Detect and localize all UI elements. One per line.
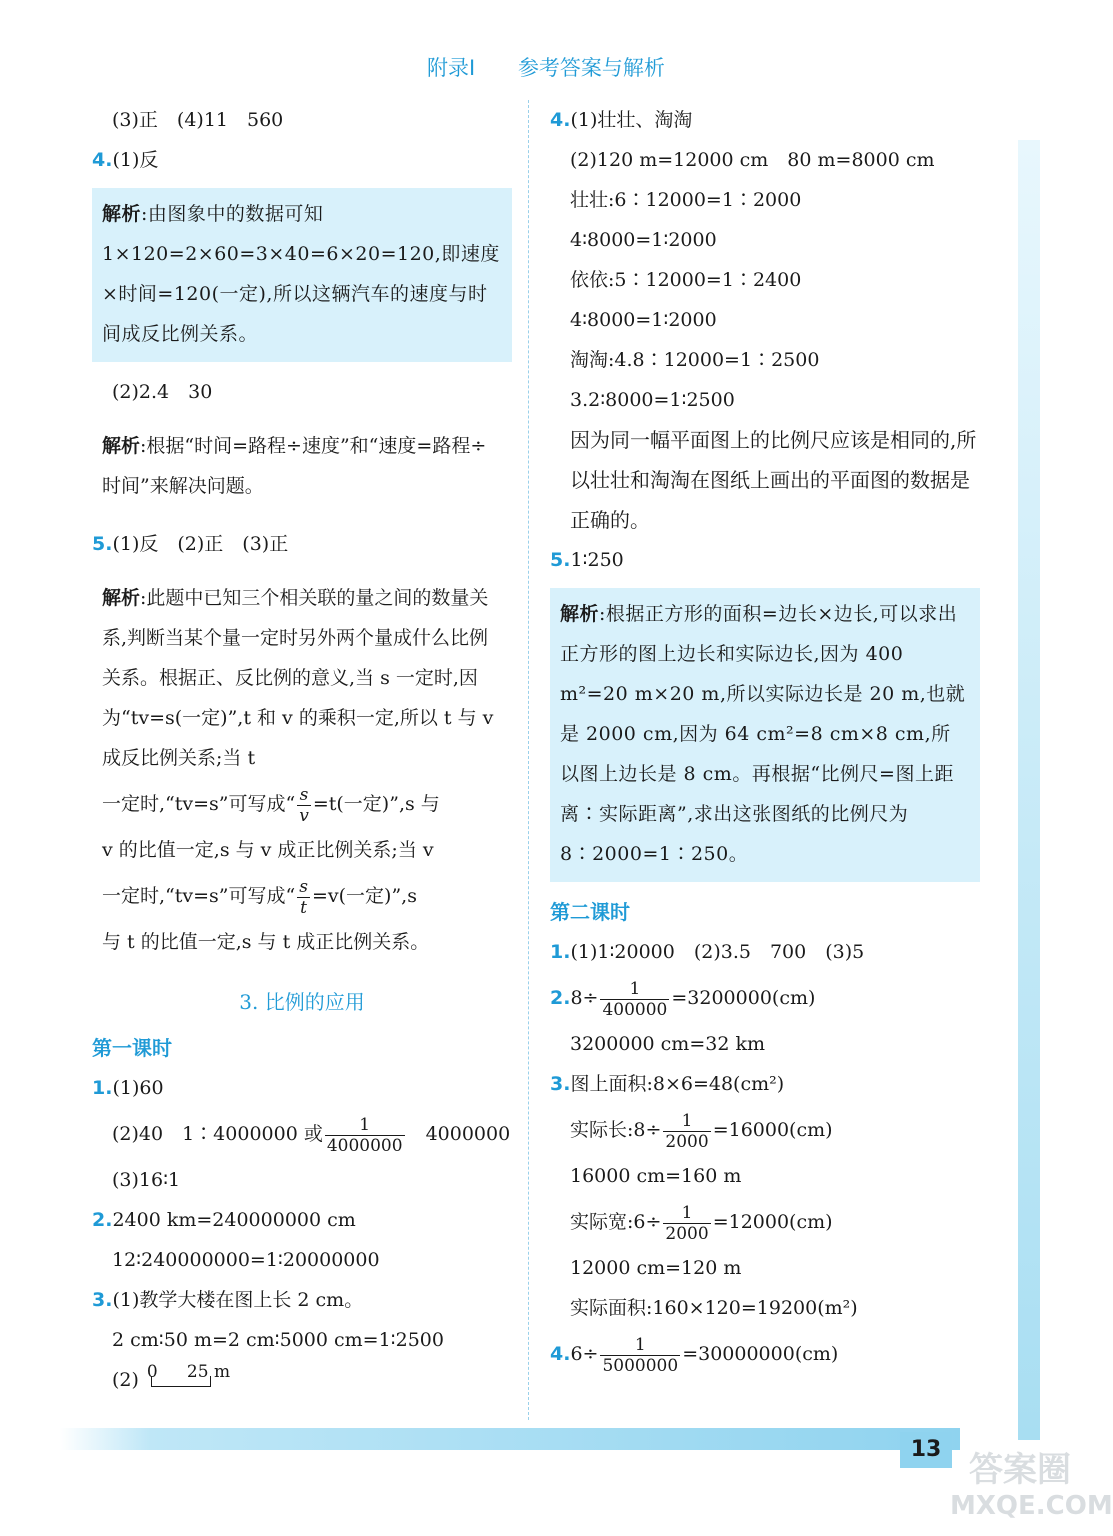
answer-text: (2)40 1∶4000000 或 (112, 1123, 323, 1145)
analysis-text: :根据“时间=路程÷速度”和“速度=路程÷时间”来解决问题。 (102, 435, 487, 497)
answer-line: (2)120 m=12000 cm 80 m=8000 cm (570, 149, 935, 171)
question-5 (92, 524, 512, 564)
numerator: 1 (629, 978, 641, 999)
analysis-line (102, 870, 502, 922)
answer-text: 实际长:8÷ (570, 1119, 662, 1141)
question-number: 4. (92, 149, 113, 171)
answer-line: (2)2.4 30 (112, 381, 213, 403)
answer-text: =16000(cm) (712, 1119, 833, 1141)
answer-line: 4∶8000=1∶2000 (570, 309, 717, 331)
scale-value-label: 25 m (186, 1362, 231, 1382)
question-number: 4. (550, 109, 571, 131)
problem-2 (550, 972, 980, 1024)
analysis-box (92, 188, 512, 362)
question-4 (550, 100, 980, 140)
denominator: t (297, 897, 310, 918)
analysis-text: :由图象中的数据可知 1×120=2×60=3×40=6×20=120,即速度×时间=120(一定),所以这辆汽车的速度与时间成反比例关系。 (102, 203, 500, 345)
answer-line: 12∶240000000=1∶20000000 (112, 1249, 380, 1271)
answer-text: (1)1∶20000 (2)3.5 700 (3)5 (570, 941, 865, 963)
answer-line (92, 1108, 512, 1160)
question-number: 2. (550, 987, 571, 1009)
numerator: 1 (634, 1334, 646, 1355)
scale-bar (139, 1362, 249, 1396)
fraction (325, 1115, 405, 1156)
answer-paragraph: 因为同一幅平面图上的比例尺应该是相同的,所以壮壮和淘淘在图纸上画出的平面图的数据是正确的。 (570, 428, 977, 532)
answer-text: (1)反 (2)正 (3)正 (112, 533, 289, 555)
lesson-heading: 第二课时 (550, 900, 630, 924)
answer-text: 实际宽:6÷ (570, 1211, 662, 1233)
analysis-text: =t(一定)”,s 与 (312, 793, 440, 815)
question-number: 1. (92, 1077, 113, 1099)
fraction (297, 877, 310, 918)
denominator: 5000000 (602, 1355, 679, 1376)
question-5 (550, 540, 980, 580)
analysis-text: 一定时,“tv=s”可写成“ (102, 793, 296, 815)
problem-1 (92, 1068, 512, 1108)
answer-line: 16000 cm=160 m (570, 1165, 742, 1187)
scale-zero-label: 0 (146, 1362, 158, 1382)
analysis-line (102, 778, 502, 830)
answer-line: (3)正 (4)11 560 (112, 109, 284, 131)
answer-line: 淘淘:4.8∶12000=1∶2500 (570, 349, 820, 371)
footer-decor-bar (60, 1428, 960, 1450)
answer-line: 3200000 cm=32 km (570, 1033, 765, 1055)
numerator: 1 (359, 1114, 371, 1135)
answer-text: (2) (112, 1369, 139, 1391)
problem-1 (550, 932, 980, 972)
left-column (92, 100, 512, 1400)
answer-text: (1)教学大楼在图上长 2 cm。 (112, 1289, 364, 1311)
answer-line: (3)16∶1 (112, 1169, 181, 1191)
appendix-label: 附录Ⅰ (427, 56, 476, 80)
question-number: 3. (550, 1073, 571, 1095)
analysis-box (92, 420, 512, 514)
answer-text: 8÷ (570, 987, 599, 1009)
answer-line: 壮壮:6∶12000=1∶2000 (570, 189, 802, 211)
analysis-box (550, 588, 980, 882)
answer-text: 6÷ (570, 1343, 599, 1365)
analysis-label: 解析 (102, 587, 141, 609)
fraction (663, 1203, 710, 1244)
watermark-url: MXQE.COM (950, 1491, 1113, 1521)
question-number: 4. (550, 1343, 571, 1365)
question-number: 5. (92, 533, 113, 555)
answer-text: (1)反 (112, 149, 159, 171)
right-decor-bar (1018, 140, 1040, 1440)
analysis-text: :根据正方形的面积=边长×边长,可以求出正方形的图上边长和实际边长,因为 400 m²=20 m×20 m,所以实际边长是 20 m,也就是 2000 cm,因为 64 cm²=8 cm×8 cm,所以图上边长是 8 cm。再根据“比例尺=图上距离∶实际距离”,求出这张图纸的比例尺为 8∶2000=1∶250。 (560, 603, 966, 865)
column-divider (528, 100, 529, 1420)
answer-line (550, 1196, 980, 1248)
problem-3 (550, 1064, 980, 1104)
section-title: 3. 比例的应用 (239, 990, 365, 1014)
answer-text: =30000000(cm) (682, 1343, 839, 1365)
answer-text: (1)60 (112, 1077, 164, 1099)
header-title: 参考答案与解析 (517, 56, 665, 80)
answer-text: 4000000 (406, 1123, 511, 1145)
right-column (550, 100, 980, 1380)
scale-line (151, 1376, 211, 1387)
denominator: 2000 (665, 1223, 709, 1244)
problem-2 (92, 1200, 512, 1240)
denominator: 2000 (665, 1131, 709, 1152)
analysis-text: =v(一定)”,s (311, 885, 417, 907)
question-number: 3. (92, 1289, 113, 1311)
answer-line: 2 cm∶50 m=2 cm∶5000 cm=1∶2500 (112, 1329, 444, 1351)
numerator: 1 (681, 1110, 693, 1131)
denominator: 4000000 (326, 1135, 403, 1156)
question-number: 5. (550, 549, 571, 571)
watermark-text: 答案圈 (969, 1450, 1071, 1490)
answer-text: 2400 km=240000000 cm (112, 1209, 356, 1231)
answer-line: 依依:5∶12000=1∶2400 (570, 269, 802, 291)
answer-line: 12000 cm=120 m (570, 1257, 742, 1279)
question-number: 2. (92, 1209, 113, 1231)
page-header (0, 52, 1092, 82)
lesson-heading: 第一课时 (92, 1036, 172, 1060)
numerator: s (299, 876, 308, 897)
analysis-label: 解析 (102, 203, 142, 225)
answer-line (550, 1104, 980, 1156)
denominator: v (299, 805, 309, 826)
answer-text: (1)壮壮、淘淘 (570, 109, 693, 131)
problem-3 (92, 1280, 512, 1320)
analysis-text: :此题中已知三个相关联的量之间的数量关系,判断当某个量一定时另外两个量成什么比例关系。根据正、反比例的意义,当 s 一定时,因为“tv=s(一定)”,t 和 v 的乘积一定,所以 t 与 v 成反比例关系;当 t (102, 587, 494, 769)
problem-4 (550, 1328, 980, 1380)
fraction (663, 1111, 710, 1152)
fraction (600, 979, 669, 1020)
answer-text: 1∶250 (570, 549, 624, 571)
answer-text: 图上面积:8×6=48(cm²) (570, 1073, 785, 1095)
question-number: 1. (550, 941, 571, 963)
question-4 (92, 140, 512, 180)
watermark (950, 1450, 1113, 1524)
answer-text: =3200000(cm) (671, 987, 816, 1009)
analysis-box (92, 572, 512, 970)
answer-line: 4∶8000=1∶2000 (570, 229, 717, 251)
answer-line (92, 1360, 512, 1400)
numerator: 1 (681, 1202, 693, 1223)
answer-line: 实际面积:160×120=19200(m²) (570, 1297, 858, 1319)
page-number: 13 (900, 1432, 952, 1468)
fraction (600, 1335, 680, 1376)
fraction (297, 785, 311, 826)
answer-text: =12000(cm) (712, 1211, 833, 1233)
analysis-label: 解析 (102, 435, 141, 457)
analysis-label: 解析 (560, 603, 600, 625)
analysis-text: 一定时,“tv=s”可写成“ (102, 885, 296, 907)
answer-line: 3.2∶8000=1∶2500 (570, 389, 735, 411)
denominator: 400000 (602, 999, 668, 1020)
analysis-line: v 的比值一定,s 与 v 成正比例关系;当 v (102, 839, 434, 861)
numerator: s (299, 784, 309, 805)
analysis-line: 与 t 的比值一定,s 与 t 成正比例关系。 (102, 931, 430, 953)
